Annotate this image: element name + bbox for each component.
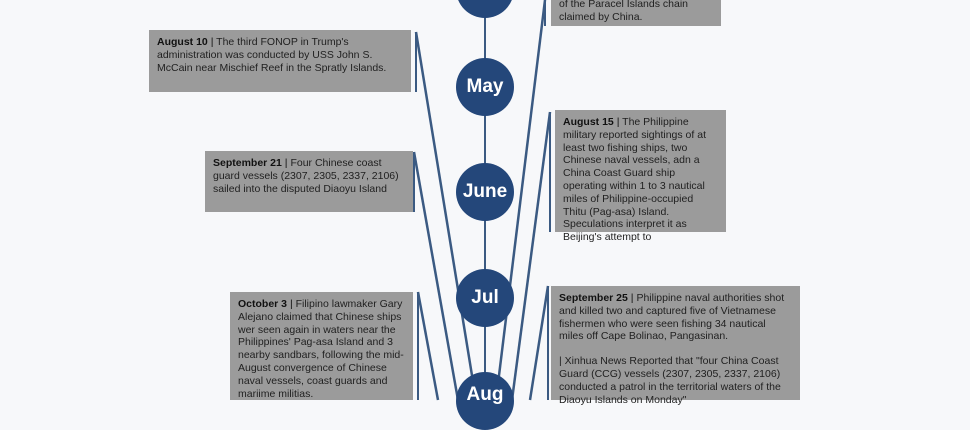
event-date: September 25	[559, 292, 628, 304]
event-box-paracel	[551, 0, 721, 26]
event-box-sep25	[551, 286, 800, 406]
event-box-aug15	[555, 110, 726, 244]
connector-line	[418, 292, 438, 400]
event-text-line: claimed by China.	[559, 10, 643, 23]
event-text-secondary: | Xinhua News Reported that "four China Coast Guard (CCG) vessels (2307, 2305, 2337, 2106) conducted a patrol in the territorial waters of the Diaoyu Islands on Monday"	[559, 355, 781, 406]
event-text: Filipino lawmaker Gary Alejano claimed that Chinese ships wer seen again in waters near the Philippines' Pag-asa Island and 3 nearby sandbars, following the mid-August convergence of Chinese naval vessels, coast guards and mariime militias.	[238, 298, 404, 400]
event-box-oct3	[230, 292, 413, 400]
month-circle-jul	[456, 269, 514, 327]
event-separator: |	[284, 157, 288, 169]
event-text: Philippine naval authorities shot and killed two and captured five of Vietnamese fishermen who were seen fishing 34 nautical miles off Cape Bolinao, Pangasinan.	[559, 292, 785, 343]
month-circle-june	[456, 163, 514, 221]
event-separator: |	[289, 298, 293, 310]
event-separator: |	[210, 36, 214, 48]
event-box-aug10	[149, 30, 411, 92]
month-label-june: June	[462, 181, 508, 202]
month-circle-may	[456, 58, 514, 116]
event-separator: |	[630, 292, 634, 304]
event-text: Four Chinese coast guard vessels (2307, 2305, 2337, 2106) sailed into the disputed Diaoyu Island	[213, 157, 399, 195]
month-circle-aug	[456, 372, 514, 430]
event-text: The third FONOP in Trump's administration was conducted by USS John S. McCain near Mischief Reef in the Spratly Islands.	[157, 36, 387, 74]
event-box-sep21	[205, 151, 413, 212]
event-date: September 21	[213, 157, 282, 169]
month-label-aug: Aug	[466, 384, 504, 405]
event-date: August 15	[563, 116, 614, 128]
event-text-line: of the Paracel Islands chain	[559, 0, 688, 10]
event-date: October 3	[238, 298, 288, 310]
connector-line	[414, 152, 458, 400]
event-separator: |	[616, 116, 620, 128]
month-label-jul: Jul	[471, 287, 499, 308]
connector-line	[512, 112, 550, 400]
connector-line	[530, 286, 548, 400]
event-date: August 10	[157, 36, 208, 48]
event-text: The Philippine military reported sightings of at least two fishing ships, two Chinese naval vessels, adn a China Coast Guard ship operating within 1 to 3 nautical miles of Philippine-occupied Thitu (Pag-asa) Island. Speculations interpret it as Beijing's attempt to	[563, 116, 706, 244]
month-label-may: May	[466, 76, 504, 97]
